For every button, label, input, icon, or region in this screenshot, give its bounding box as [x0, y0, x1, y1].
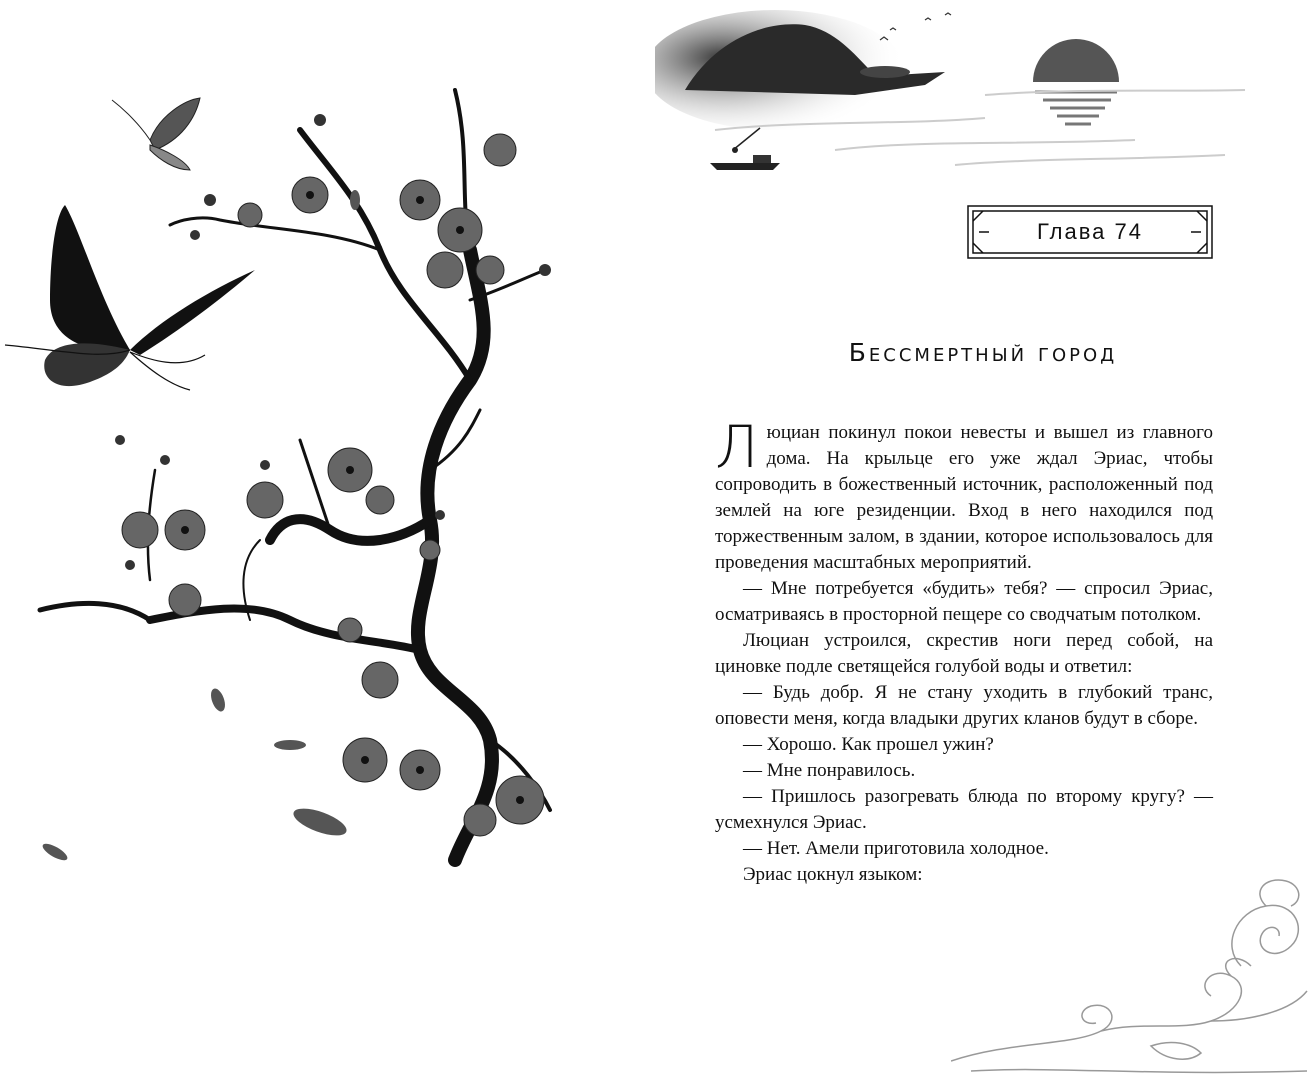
cloud-ornament-icon — [951, 871, 1311, 1081]
paragraph: — Нет. Амели приготовила холодное. — [743, 838, 1049, 859]
paragraph: — Мне потребуется «будить» тебя? — спросил Эриас, осматриваясь в просторной пещере со сводчатым потолком. — [715, 578, 1213, 625]
chapter-label-frame — [967, 205, 1213, 259]
landscape-illustration — [655, 0, 1311, 220]
left-page — [0, 0, 655, 1081]
chapter-number: Глава 74 — [1036, 219, 1143, 244]
chapter-title: Бессмертный город — [848, 338, 1118, 367]
drop-cap: Л — [715, 413, 759, 481]
chapter-body — [715, 413, 1213, 888]
paragraph: Эриас цокнул языком: — [743, 864, 923, 885]
paragraph: Люциан покинул покои невесты и вышел из главного дома. На крыльце его уже ждал Эриас, чтобы сопроводить в божественный источник, расположенный под землей на юге резиденции. Вход в него находился под торжественным залом, в здании, которое использовалось для проведения масштабных мероприятий. — [715, 413, 1213, 573]
paragraph: — Мне понравилось. — [743, 760, 916, 781]
cherry-blossom-illustration — [0, 0, 655, 1081]
paragraph: — Будь добр. Я не стану уходить в глубокий транс, оповести меня, когда владыки других кланов будут в сборе. — [715, 682, 1213, 729]
right-page — [655, 0, 1311, 1081]
paragraph: — Пришлось разогревать блюда по второму кругу? — усмехнулся Эриас. — [715, 786, 1213, 833]
paragraph: — Хорошо. Как прошел ужин? — [743, 734, 994, 755]
paragraph: Люциан устроился, скрестив ноги перед собой, на циновке подле светящейся голубой воды и ответил: — [715, 630, 1213, 677]
